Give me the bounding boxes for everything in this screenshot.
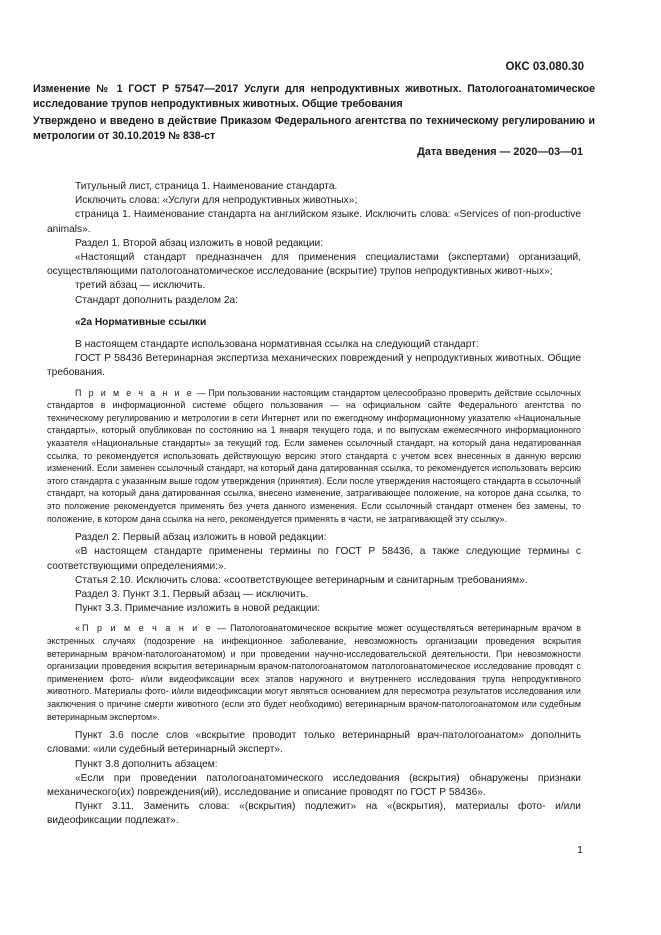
paragraph: ГОСТ Р 58436 Ветеринарная экспертиза механических повреждений у непродуктивных животных. Общие требования. xyxy=(47,353,581,379)
paragraph: Раздел 1. Второй абзац изложить в новой редакции: xyxy=(75,237,324,249)
paragraph: «Если при проведении патологоанатомического исследования (вскрытия) обнаружены признаки механического(их) повреждения(ий), исследование и описание проводят по ГОСТ Р 58436». xyxy=(47,772,581,798)
amendment-heading: Изменение № 1 ГОСТ Р 57547—2017 Услуги для непродуктивных животных. Патологоанатомическое исследование трупов непродуктивных животных. Общие требования xyxy=(33,83,595,110)
paragraph: «В настоящем стандарте применены термины по ГОСТ Р 58436, а также следующие термины с соответствующими определениями:». xyxy=(47,546,581,572)
paragraph: третий абзац — исключить. xyxy=(75,280,206,292)
note-text: — При пользовании настоящим стандартом целесообразно проверить действие ссылочных стандартов в информационной системе общего пользования — на официальном сайте Федерального агентства по техническому регулированию и метрологии в сети Интернет или по ежегодному информационному указателю «Национальные стандарты», который опубликован по состоянию на 1 января текущего года, и по выпускам ежемесячного информационного указателя «Национальные стандарты» за текущий год. Если заменен ссылочный стандарт, на который дана недатированная ссылка, то рекомендуется использовать действующую версию этого стандарта с учетом всех внесенных в данную версию изменений. Если заменен ссылочный стандарт, на который дана датированная ссылка, то рекомендуется использовать версию этого стандарта с указанным выше годом утверждения (принятия). Если после утверждения настоящего стандарта в ссылочный стандарт, на который дана датированная ссылка, внесено изменение, затрагивающее положение, на которое дана ссылка, то это положение рекомендуется применять без учета данного изменения. Если ссылочный стандарт отменен без замены, то положение, в котором дана ссылка на него, рекомендуется применять в части, не затрагивающей эту ссылку». xyxy=(47,387,582,524)
approval-statement: Утверждено и введено в действие Приказом Федерального агентства по техническому регулированию и метрологии от 30.10.2019 № 838-ст xyxy=(33,115,595,142)
paragraph: Исключить слова: «Услуги для непродуктивных животных»; xyxy=(75,195,358,207)
classification-code: ОКС 03.080.30 xyxy=(505,61,584,73)
paragraph: Раздел 2. Первый абзац изложить в новой редакции: xyxy=(75,532,327,544)
note-block xyxy=(47,622,581,723)
paragraph: Титульный лист, страница 1. Наименование стандарта. xyxy=(75,181,338,192)
note-label: «П р и м е ч а н и е xyxy=(75,623,213,634)
page-number: 1 xyxy=(577,844,583,856)
paragraph: В настоящем стандарте использована нормативная ссылка на следующий стандарт: xyxy=(75,339,479,351)
paragraph: Пункт 3.6 после слов «вскрытие проводит только ветеринарный врач-патологоанатом» дополнить словами: «или судебный ветеринарный эксперт». xyxy=(47,730,581,756)
paragraph: Пункт 3.8 дополнить абзацем: xyxy=(75,758,218,770)
document-body xyxy=(47,180,581,829)
paragraph: Пункт 3.3. Примечание изложить в новой редакции: xyxy=(75,603,321,615)
note-block xyxy=(47,387,581,526)
paragraph: «Настоящий стандарт предназначен для применения специалистами (экспертами) организаций, осуществляющими патологоанатомическое исследование (вскрытие) трупов непродуктивных живот-ных»; xyxy=(47,252,581,278)
paragraph: Стандарт дополнить разделом 2а: xyxy=(75,294,239,306)
section-title: «2а Нормативные ссылки xyxy=(75,316,207,328)
paragraph: Пункт 3.11. Заменить слова: «(вскрытия) подлежит» на «(вскрытия), материалы фото- и/или видеофиксации подлежат». xyxy=(47,801,581,827)
note-label: П р и м е ч а н и е xyxy=(75,387,194,398)
paragraph: Статья 2.10. Исключить слова: «соответствующее ветеринарным и санитарным требованиям». xyxy=(75,574,528,586)
paragraph: страница 1. Наименование стандарта на английском языке. Исключить слова: «Services of non-productive animals». xyxy=(47,209,581,235)
note-text: — Патологоанатомическое вскрытие может осуществляться ветеринарным врачом в экстренных случаях (подозрение на инфекционное заболевание, невозможность организации проведения вскрытия ветеринарным врачом-патологоанатомом) и при проведении научно-исследовательской деятельности. При невозможности организации проведения вскрытия ветеринарным врачом-патологоанатомом патологоанатомическое исследование проводят с применением фото- и/или видеофиксации всех этапов наружного и внутреннего исследования трупа непродуктивного животного. Материалы фото- и/или видеофиксации могут являться основанием для пересмотра результатов исследования или заключения о причине смерти животного (если это будет необходимо) ветеринарным врачом-патологоанатомом или судебным ветеринарным экспертом». xyxy=(47,623,581,722)
effective-date: Дата введения — 2020—03—01 xyxy=(417,146,583,158)
paragraph: Раздел 3. Пункт 3.1. Первый абзац — исключить. xyxy=(75,588,309,600)
